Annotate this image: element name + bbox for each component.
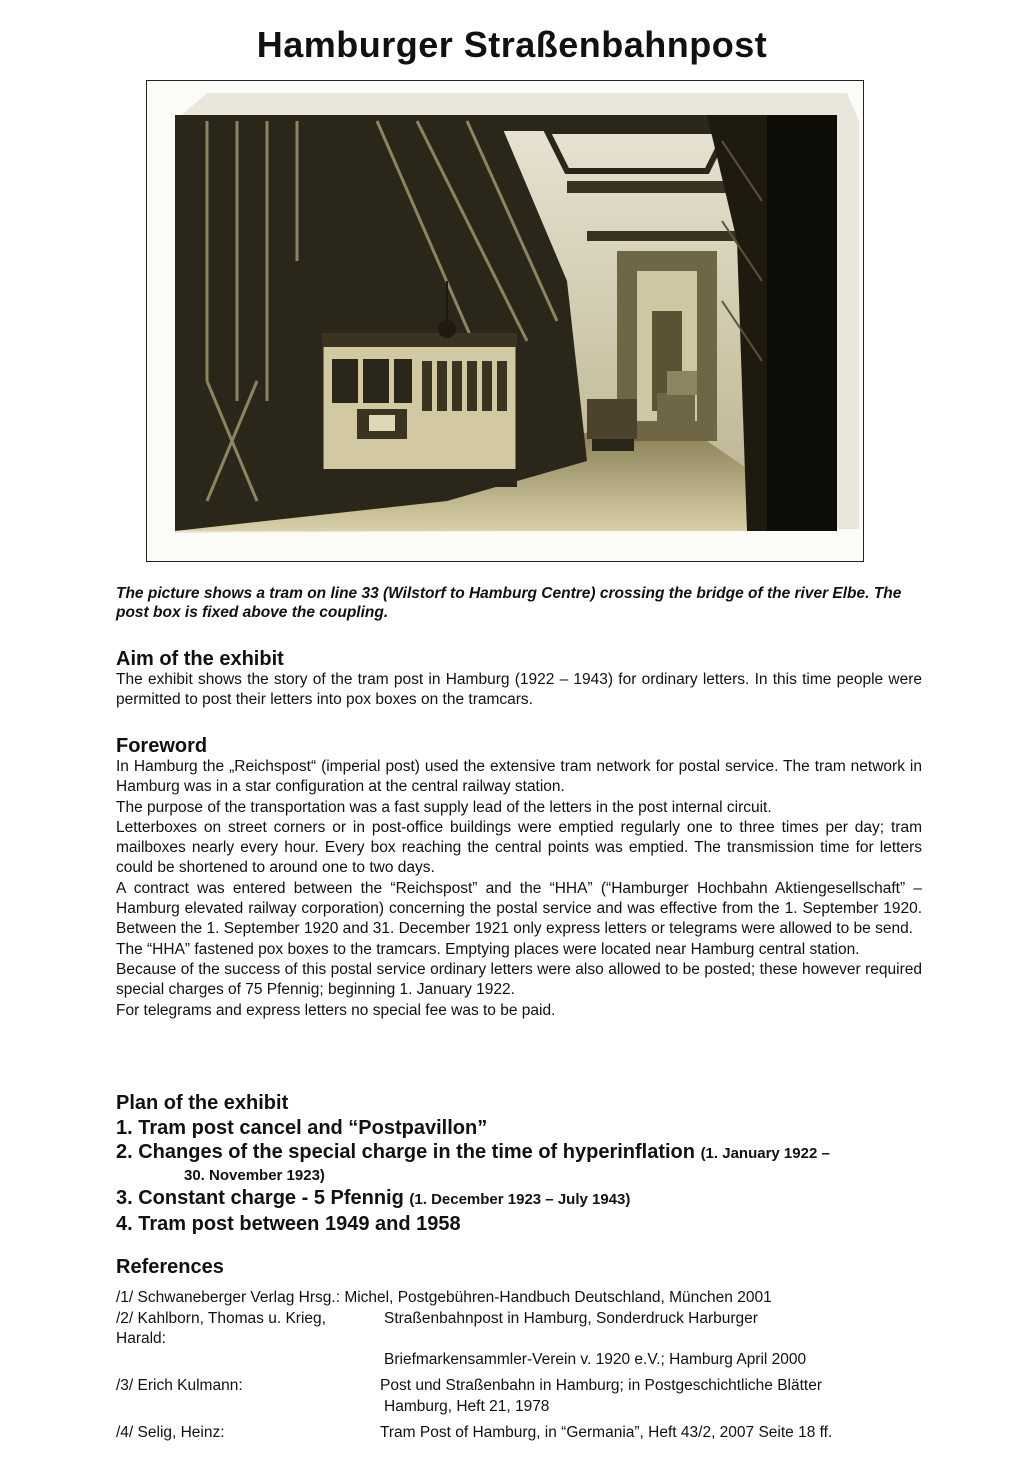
reference-4-title: Tram Post of Hamburg, in “Germania”, Heft 43/2, 2007 Seite 18 ff. [380,1424,833,1441]
foreword-paragraph-2: The purpose of the transportation was a fast supply lead of the letters in the post internal circuit. [116,798,772,816]
plan-item-2-dates: (1. January 1922 – [700,1145,830,1162]
reference-3-author: /3/ Erich Kulmann: [116,1377,243,1394]
page-title: Hamburger Straßenbahnpost [256,24,768,65]
reference-2-author: /2/ Kahlborn, Thomas u. Krieg, Harald: [116,1309,326,1347]
tram-on-bridge-photo-icon [147,81,863,561]
foreword-heading: Foreword [116,735,208,757]
plan-item-3-dates: (1. December 1923 – July 1943) [409,1191,631,1208]
reference-4 [116,1423,936,1444]
plan-item-2 [116,1140,936,1166]
foreword-paragraph-5: The “HHA” fastened pox boxes to the tramcars. Emptying places were located near Hamburg central station. [116,940,860,958]
plan-list [116,1116,936,1236]
plan-item-3-title: 3. Constant charge - 5 Pfennig [116,1187,404,1209]
photo-caption: The picture shows a tram on line 33 (Wilstorf to Hamburg Centre) crossing the bridge of the river Elbe. The post box is fixed above the coupling. [116,585,902,621]
tram-bridge-photo [146,80,864,562]
reference-2 [116,1309,936,1350]
reference-3-title: Post und Straßenbahn in Hamburg; in Postgeschichtliche Blätter [380,1377,822,1394]
foreword-paragraph-6: Because of the success of this postal service ordinary letters were also allowed to be posted; these however required special charges of 75 Pfennig; beginning 1. January 1922. [116,960,922,999]
foreword-paragraph-4: A contract was entered between the “Reichspost” and the “HHA” (“Hamburger Hochbahn Aktiengesellschaft” – Hamburg elevated railway corporation) concerning the postal service and was effective from the 1. September 1920. Between the 1. September 1920 and 31. December 1921 only express letters or telegrams were allowed to be send. [116,879,922,938]
foreword-paragraph-1: In Hamburg the „Reichspost“ (imperial post) used the extensive tram network for postal service. The tram network in Hamburg was in a star configuration at the central railway station. [116,758,922,796]
plan-item-1: 1. Tram post cancel and “Postpavillon” [116,1117,488,1139]
reference-3 [116,1376,936,1397]
aim-text [116,670,922,711]
foreword-text [116,757,922,1021]
plan-item-4: 4. Tram post between 1949 and 1958 [116,1213,461,1235]
plan-item-3 [116,1186,936,1212]
reference-4-author: /4/ Selig, Heinz: [116,1424,225,1441]
foreword-paragraph-3: Letterboxes on street corners or in post-office buildings were emptied regularly one to three times per day; tram mailboxes nearly every hour. Every box reaching the central points was emptied. The transmission time for letters could be shortened to around one to two days. [116,818,922,877]
reference-2-title: Straßenbahnpost in Hamburg, Sonderdruck Harburger [384,1309,758,1327]
references-list [116,1288,936,1444]
reference-2-title-continued: Briefmarkensammler-Verein v. 1920 e.V.; Hamburg April 2000 [384,1350,807,1368]
reference-3-title-continued: Hamburg, Heft 21, 1978 [384,1397,550,1415]
aim-heading: Aim of the exhibit [116,648,284,670]
plan-heading: Plan of the exhibit [116,1092,289,1114]
foreword-paragraph-7: For telegrams and express letters no special fee was to be paid. [116,1001,556,1019]
reference-1: /1/ Schwaneberger Verlag Hrsg.: Michel, Postgebühren-Handbuch Deutschland, München 2001 [116,1289,772,1306]
plan-item-2-title: 2. Changes of the special charge in the time of hyperinflation [116,1141,695,1163]
aim-paragraph: The exhibit shows the story of the tram post in Hamburg (1922 – 1943) for ordinary letters. In this time people were permitted to post their letters into pox boxes on the tramcars. [116,671,922,709]
references-heading: References [116,1256,224,1278]
plan-item-2-dates-continued: 30. November 1923) [184,1167,325,1184]
